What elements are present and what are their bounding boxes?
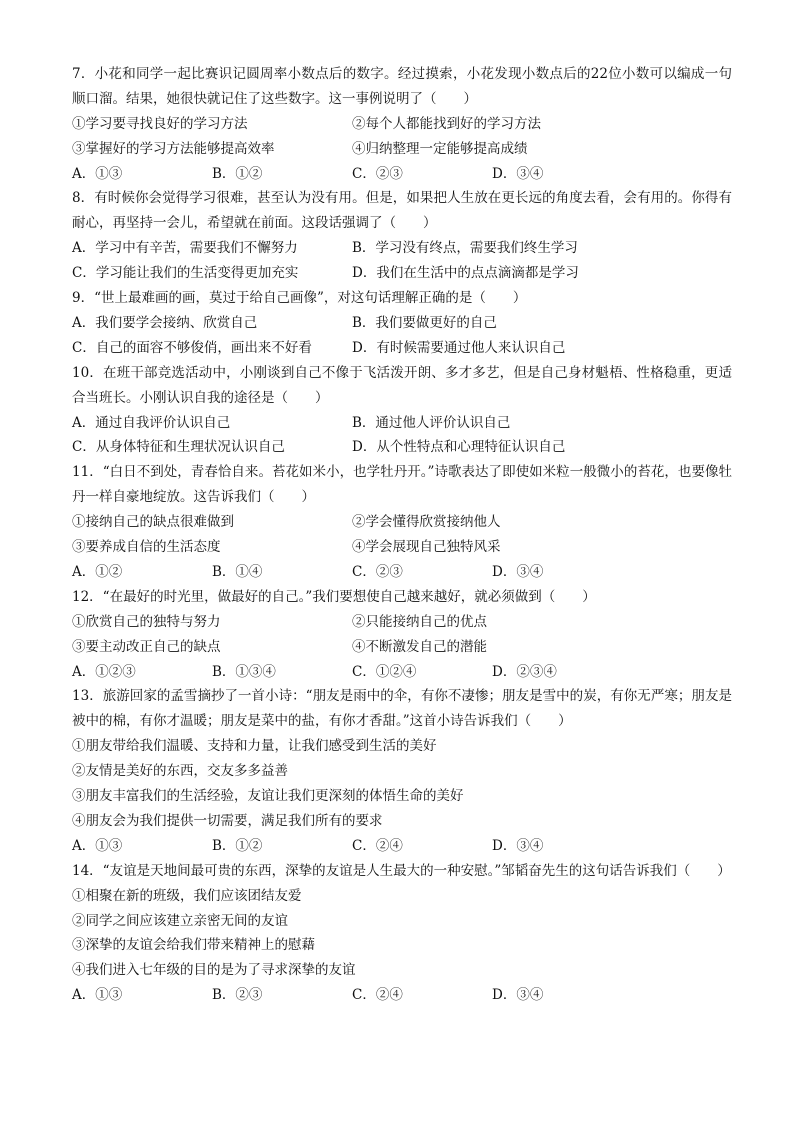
choice-row (72, 336, 732, 361)
choice-d[interactable]: D．②③④ (492, 663, 557, 680)
statement: ③深挚的友谊会给我们带来精神上的慰藉 (72, 937, 315, 954)
choice-row (72, 983, 732, 1008)
choice-row (72, 660, 732, 685)
choice-b[interactable]: B．①② (212, 165, 263, 182)
question-stem: 13．旅游回家的孟雪摘抄了一首小诗：“朋友是雨中的伞，有你不凄惨；朋友是雪中的炭，有你无严寒；朋友是被中的棉，有你才温暖；朋友是菜中的盐，有你才香甜。”这首小诗告诉我们（ ） (72, 688, 732, 730)
choice-row (72, 261, 732, 286)
question-stem: 8．有时候你会觉得学习很难，甚至认为没有用。但是，如果把人生放在更长远的角度去看，会有用的。你得有耐心，再坚持一会儿，希望就在前面。这段话强调了（ ） (72, 190, 732, 232)
statement: ②学会懂得欣赏接纳他人 (352, 514, 501, 531)
statement: ②友情是美好的东西，交友多多益善 (72, 763, 288, 780)
choice-b[interactable]: B．②③ (212, 987, 263, 1004)
choice-d[interactable]: D．我们在生活中的点点滴滴都是学习 (352, 265, 579, 282)
choice-c[interactable]: C．自己的面容不够俊俏，画出来不好看 (72, 339, 312, 356)
question-stem: 10．在班干部竞选活动中，小刚谈到自己不像于飞活泼开朗、多才多艺，但是自己身材魁梧、性格稳重，更适合当班长。小刚认识自我的途径是（ ） (72, 364, 732, 406)
statement-row (72, 610, 732, 635)
statement: ③要主动改正自己的缺点 (72, 638, 221, 655)
question-13 (72, 684, 732, 734)
choice-b[interactable]: B．①③④ (212, 663, 276, 680)
choice-a[interactable]: A．①③ (72, 165, 123, 182)
choice-a[interactable]: A．①②③ (72, 663, 136, 680)
statement-row (72, 112, 732, 137)
choice-a[interactable]: A．学习中有辛苦，需要我们不懈努力 (72, 240, 298, 257)
choice-b[interactable]: B．①④ (212, 563, 263, 580)
choice-d[interactable]: D．③④ (492, 987, 544, 1004)
choice-d[interactable]: D．有时候需要通过他人来认识自己 (352, 339, 566, 356)
choice-d[interactable]: D．③④ (492, 165, 544, 182)
choice-b[interactable]: B．我们要做更好的自己 (352, 314, 497, 331)
choice-row (72, 311, 732, 336)
choice-a[interactable]: A．①③ (72, 987, 123, 1004)
exam-page (72, 62, 732, 1008)
question-11 (72, 460, 732, 510)
choice-c[interactable]: C．②③ (352, 165, 403, 182)
choice-row (72, 411, 732, 436)
statement-row (72, 137, 732, 162)
choice-a[interactable]: A．①② (72, 563, 123, 580)
choice-c[interactable]: C．②④ (352, 837, 403, 854)
choice-a[interactable]: A．通过自我评价认识自己 (72, 414, 231, 431)
statement: ④我们进入七年级的目的是为了寻求深挚的友谊 (72, 962, 356, 979)
choice-c[interactable]: C．②③ (352, 563, 403, 580)
statement: ④归纳整理一定能够提高成绩 (352, 140, 528, 157)
question-stem: 7．小花和同学一起比赛识记圆周率小数点后的数字。经过摸索，小花发现小数点后的22位小数可以编成一句顺口溜。结果，她很快就记住了这些数字。这一事例说明了（ ） (72, 66, 732, 107)
question-7 (72, 62, 732, 112)
statement: ②只能接纳自己的优点 (352, 613, 487, 630)
question-8 (72, 186, 732, 236)
choice-b[interactable]: B．①② (212, 837, 263, 854)
statement: ④朋友会为我们提供一切需要，满足我们所有的要求 (72, 812, 383, 829)
question-stem: 14．“友谊是天地间最可贵的东西，深挚的友谊是人生最大的一种安慰。”邹韬奋先生的这句话告诉我们（ ） (72, 862, 731, 879)
statement: ①欣赏自己的独特与努力 (72, 613, 221, 630)
statement: ③掌握好的学习方法能够提高效率 (72, 140, 275, 157)
choice-a[interactable]: A．我们要学会接纳、欣赏自己 (72, 314, 258, 331)
question-stem: 11．“白日不到处，青春恰自来。苔花如米小，也学牡丹开。”诗歌表达了即使如米粒一般微小的苔花，也要像牡丹一样自豪地绽放。这告诉我们（ ） (72, 464, 732, 506)
choice-d[interactable]: D．③④ (492, 563, 544, 580)
choice-d[interactable]: D．③④ (492, 837, 544, 854)
statement: ④不断激发自己的潜能 (352, 638, 487, 655)
statement: ①学习要寻找良好的学习方法 (72, 115, 248, 132)
statement-row (72, 510, 732, 535)
question-10 (72, 361, 732, 411)
choice-b[interactable]: B．通过他人评价认识自己 (352, 414, 511, 431)
question-12 (72, 585, 732, 610)
statement: ①接纳自己的缺点很难做到 (72, 514, 234, 531)
choice-c[interactable]: C．学习能让我们的生活变得更加充实 (72, 265, 299, 282)
statement: ①朋友带给我们温暖、支持和力量，让我们感受到生活的美好 (72, 738, 437, 755)
choice-row (72, 236, 732, 261)
question-9 (72, 286, 732, 311)
statement: ③朋友丰富我们的生活经验，友谊让我们更深刻的体悟生命的美好 (72, 788, 464, 805)
choice-row (72, 435, 732, 460)
choice-a[interactable]: A．①③ (72, 837, 123, 854)
question-stem: 12．“在最好的时光里，做最好的自己。”我们要想使自己越来越好，就必须做到（ ） (72, 588, 596, 605)
statement: ④学会展现自己独特风采 (352, 539, 501, 556)
statement: ②每个人都能找到好的学习方法 (352, 115, 541, 132)
choice-b[interactable]: B．学习没有终点，需要我们终生学习 (352, 240, 578, 257)
statement: ③要养成自信的生活态度 (72, 539, 221, 556)
question-14 (72, 859, 732, 884)
question-stem: 9．“世上最难画的画，莫过于给自己画像”，对这句话理解正确的是（ ） (72, 290, 527, 307)
choice-d[interactable]: D．从个性特点和心理特征认识自己 (352, 439, 566, 456)
choice-c[interactable]: C．②④ (352, 987, 403, 1004)
choice-row (72, 834, 732, 859)
statement: ①相聚在新的班级，我们应该团结友爱 (72, 887, 302, 904)
choice-c[interactable]: C．从身体特征和生理状况认识自己 (72, 439, 285, 456)
statement: ②同学之间应该建立亲密无间的友谊 (72, 912, 288, 929)
choice-row (72, 560, 732, 585)
statement-row (72, 535, 732, 560)
statement-row (72, 635, 732, 660)
choice-row (72, 162, 732, 187)
choice-c[interactable]: C．①②④ (352, 663, 417, 680)
